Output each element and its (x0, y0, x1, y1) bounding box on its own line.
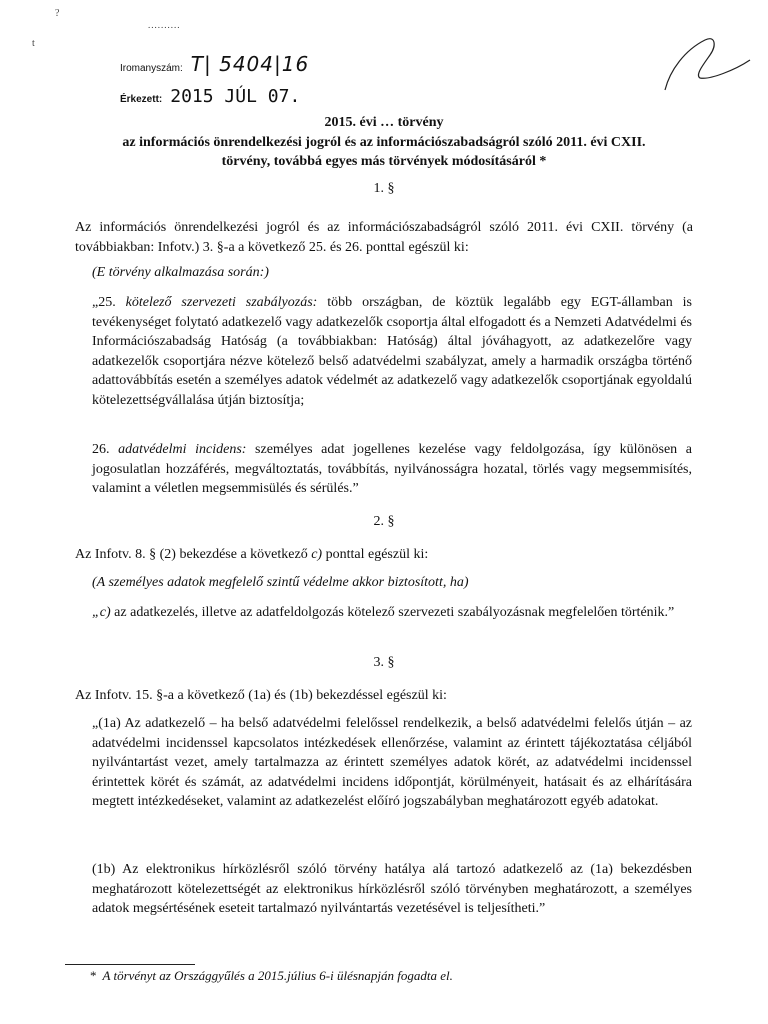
footnote-text: A törvényt az Országgyűlés a 2015.július 6-i ülésnapján fogadta el. (102, 968, 453, 983)
point-reference: c) (311, 547, 323, 562)
point-number: „25. (92, 295, 126, 310)
received-label: Érkezett: (120, 94, 163, 105)
intro-text: Az Infotv. 8. § (2) bekezdése a következő (75, 547, 312, 562)
section-intro: Az Infotv. 15. §-a a következő (1a) és (1b) bekezdéssel egészül ki: (75, 688, 447, 703)
point-number: „c) (92, 605, 111, 620)
section-intro: Az információs önrendelkezési jogról és az információszabadságról szóló 2011. évi CXII. törvény (a továbbiakban: Infotv.) 3. §-a a következő 25. és 26. ponttal egészül ki: (75, 220, 693, 255)
point-text: több országban, de köztük legalább egy EGT-államban is tevékenységet folytató adatkezelő vagy adatkezelők csoportja által elfogadott és a Nemzeti Adatvédelmi és Információszabadság Hatóság (a továbbiakban: Hatóság) által jóváhagyott, az adatkezelőre vagy adatkezelők csoportjára nézve kötelező belső adatvédelmi szabályzat, amely a harmadik országba történő adattovábbítás esetén a személyes adatok védelmét az adatkezelő vagy adatkezelők csoportjának egyoldalú kötelezettségvállalása útján biztosítja; (92, 295, 693, 408)
registration-number: T| 5404|16 (190, 52, 310, 76)
section-intro (75, 545, 693, 565)
point-c (92, 603, 692, 623)
defined-term: kötelező szervezeti szabályozás: (125, 295, 318, 310)
section-context: (E törvény alkalmazása során:) (92, 265, 269, 280)
margin-mark: t (32, 38, 35, 49)
paragraph-1a: „(1a) Az adatkezelő – ha belső adatvédelmi felelőssel rendelkezik, a belső adatvédelmi felelős útján – az adatvédelmi incidenssel kapcsolatos intézkedések ellenőrzése, valamint az érintett tájékoztatása céljából nyilvántartást vezet, amely tartalmazza az érintett személyes adatok körét, az adatvédelmi incidenssel érintettek körét és számát, az adatvédelmi incidens időpontját, körülményeit, hatásait és az elhárítására megtett intézkedéseket, valamint az adatkezelést előíró jogszabályban meghatározott egyéb adatokat. (92, 716, 692, 809)
section-heading: 3. § (373, 655, 395, 670)
intro-text: ponttal egészül ki: (322, 547, 429, 562)
received-row (120, 86, 300, 107)
registration-label: Iromanyszám: (120, 63, 183, 74)
handwritten-signature-icon (655, 20, 755, 100)
law-subtitle-line2: törvény, továbbá egyes más törvények módosításáról * (221, 154, 547, 169)
footnote (90, 968, 453, 984)
point-number: 26. (92, 442, 119, 457)
section-heading: 2. § (373, 514, 395, 529)
point-text: az adatkezelés, illetve az adatfeldolgozás kötelező szervezeti szabályozásnak megfelelően történik.” (110, 605, 675, 620)
received-date: 2015 JÚL 07. (170, 86, 301, 107)
margin-mark: ? (55, 8, 60, 19)
section-heading: 1. § (373, 181, 395, 196)
stamp-header-text: .......... (148, 20, 181, 30)
law-title: 2015. évi … törvény (324, 115, 444, 130)
paragraph-1b: (1b) Az elektronikus hírközlésről szóló törvény hatálya alá tartozó adatkezelő az (1a) bekezdésben meghatározott kötelezettségét az elektronikus hírközlésről szóló törvényben meghatározott, a személyes adatok megsértésének eseteit tartalmazó nyilvántartás vezetésével is teljesítheti.” (92, 862, 692, 916)
registration-row (120, 52, 309, 76)
point-25 (92, 293, 692, 410)
section-context: (A személyes adatok megfelelő szintű védelme akkor biztosított, ha) (92, 575, 469, 590)
law-subtitle-line1: az információs önrendelkezési jogról és az információszabadságról szóló 2011. évi CXII. (122, 135, 646, 150)
point-text: személyes adat jogellenes kezelése vagy feldolgozása, így különösen a jogosulatlan hozzáférés, megváltoztatás, továbbítás, nyilvánosságra hozatal, törlés vagy megsemmisítés, valamint a véletlen megsemmisülés és sérülés.” (92, 442, 692, 496)
footnote-marker: * (90, 968, 97, 983)
defined-term: adatvédelmi incidens: (118, 442, 247, 457)
point-26 (92, 440, 692, 499)
footnote-divider (65, 964, 195, 965)
